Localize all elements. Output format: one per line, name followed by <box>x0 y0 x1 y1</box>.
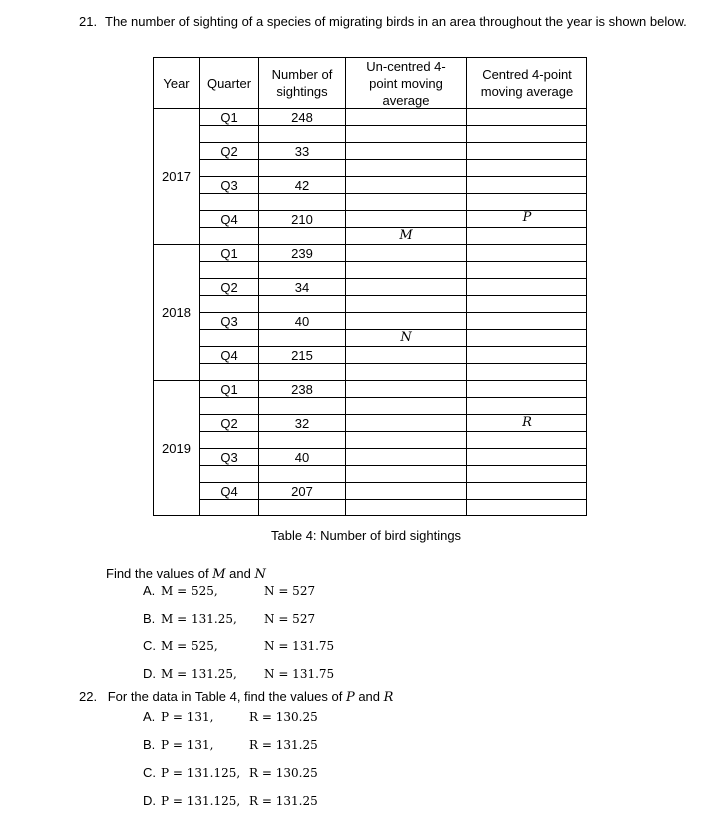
option-value-1: P = 131, <box>161 738 214 752</box>
row-divider <box>199 312 586 313</box>
var-m: M <box>212 567 226 582</box>
option-value-1: M = 525, <box>161 584 218 598</box>
row-divider <box>199 465 586 466</box>
prompt-and: and <box>225 566 255 581</box>
var-r: R <box>383 690 394 705</box>
option-label: A. <box>143 709 156 724</box>
option-value-2: R = 131.25 <box>249 738 318 752</box>
header-sightings: Number of sightings <box>271 67 333 99</box>
row-divider <box>199 397 586 398</box>
row-divider <box>154 244 586 245</box>
header-year: Year <box>163 75 190 91</box>
marker-n: N <box>400 330 412 345</box>
option-value-2: R = 130.25 <box>249 710 318 724</box>
header-centred: Centred 4-point moving average <box>480 67 574 99</box>
year-label: 2018 <box>162 305 191 320</box>
option-label: D. <box>143 793 156 808</box>
option-value-1: M = 131.25, <box>161 611 237 626</box>
row-divider <box>199 142 586 143</box>
prompt-text: Find the values of <box>106 566 213 581</box>
option-label: D. <box>143 665 156 681</box>
sightings-cell: 248 <box>291 110 313 125</box>
quarter-cell: Q1 <box>220 246 238 261</box>
column-divider <box>345 58 346 515</box>
sightings-cell: 40 <box>294 450 310 465</box>
row-divider <box>199 193 586 194</box>
question-text: For the data in Table 4, find the values of <box>107 689 346 704</box>
answer-option[interactable] <box>143 583 315 598</box>
row-divider <box>199 295 586 296</box>
quarter-cell: Q1 <box>220 382 238 397</box>
option-value-1: P = 131, <box>161 710 214 724</box>
sightings-cell: 215 <box>291 348 313 363</box>
question-number: 22. <box>79 689 98 704</box>
row-divider <box>199 499 586 500</box>
option-label: C. <box>143 765 156 780</box>
quarter-cell: Q2 <box>220 416 238 431</box>
header-uncentred: Un-centred 4-point moving average <box>366 58 446 108</box>
option-value-2: N = 131.75 <box>264 639 335 653</box>
header-quarter: Quarter <box>206 75 252 91</box>
quarter-cell: Q1 <box>220 110 238 125</box>
question-text: The number of sighting of a species of migrating birds in an area throughout the year is shown below. <box>105 14 687 29</box>
marker-m: M <box>399 228 413 243</box>
quarter-cell: Q4 <box>220 212 238 227</box>
option-label: B. <box>143 610 156 626</box>
option-value-2: R = 130.25 <box>249 766 318 780</box>
sightings-cell: 33 <box>294 144 310 159</box>
option-value-2: R = 131.25 <box>249 794 318 808</box>
sightings-cell: 32 <box>294 416 310 431</box>
option-value-1: M = 525, <box>161 639 218 653</box>
var-n: N <box>254 567 266 582</box>
option-label: A. <box>143 583 156 598</box>
row-divider <box>199 346 586 347</box>
quarter-cell: Q2 <box>220 280 238 295</box>
row-divider <box>199 482 586 483</box>
option-value-2: N = 527 <box>264 584 316 598</box>
table-caption: Table 4: Number of bird sightings <box>271 528 462 543</box>
year-label: 2019 <box>162 441 191 456</box>
year-label: 2017 <box>162 169 191 184</box>
sightings-cell: 40 <box>294 314 310 329</box>
marker-p: P <box>522 210 532 225</box>
quarter-cell: Q3 <box>220 314 238 329</box>
option-value-1: P = 131.125, <box>161 794 241 808</box>
option-value-1: P = 131.125, <box>161 766 241 780</box>
answer-option[interactable] <box>143 611 315 626</box>
sightings-cell: 239 <box>291 246 313 261</box>
row-divider <box>199 363 586 364</box>
answer-option[interactable] <box>143 666 334 681</box>
quarter-cell: Q3 <box>220 450 238 465</box>
sightings-cell: 207 <box>291 484 313 499</box>
option-label: B. <box>143 737 156 752</box>
bird-sightings-table <box>153 57 587 516</box>
row-divider <box>199 176 586 177</box>
answer-option[interactable] <box>143 737 318 752</box>
row-divider <box>199 261 586 262</box>
answer-option[interactable] <box>143 638 334 653</box>
row-divider <box>154 380 586 381</box>
quarter-cell: Q4 <box>220 348 238 363</box>
answer-option[interactable] <box>143 793 318 808</box>
quarter-cell: Q3 <box>220 178 238 193</box>
row-divider <box>199 125 586 126</box>
row-divider <box>199 448 586 449</box>
row-divider <box>199 431 586 432</box>
var-p: P <box>345 690 355 705</box>
sightings-cell: 42 <box>294 178 310 193</box>
option-label: C. <box>143 638 156 653</box>
q21-prompt <box>106 566 266 582</box>
answer-option[interactable] <box>143 765 318 780</box>
column-divider <box>466 58 467 515</box>
quarter-cell: Q4 <box>220 484 238 499</box>
sightings-cell: 34 <box>294 280 310 295</box>
sightings-cell: 238 <box>291 382 313 397</box>
marker-r: R <box>522 415 532 430</box>
prompt-and: and <box>354 689 384 704</box>
question-22 <box>79 689 393 705</box>
header-divider <box>154 108 586 109</box>
option-value-2: N = 131.75 <box>264 666 335 681</box>
row-divider <box>199 278 586 279</box>
sightings-cell: 210 <box>291 212 313 227</box>
answer-option[interactable] <box>143 709 318 724</box>
option-value-1: M = 131.25, <box>161 666 237 681</box>
question-number: 21. <box>79 14 98 29</box>
option-value-2: N = 527 <box>264 611 316 626</box>
row-divider <box>199 159 586 160</box>
quarter-cell: Q2 <box>220 144 238 159</box>
